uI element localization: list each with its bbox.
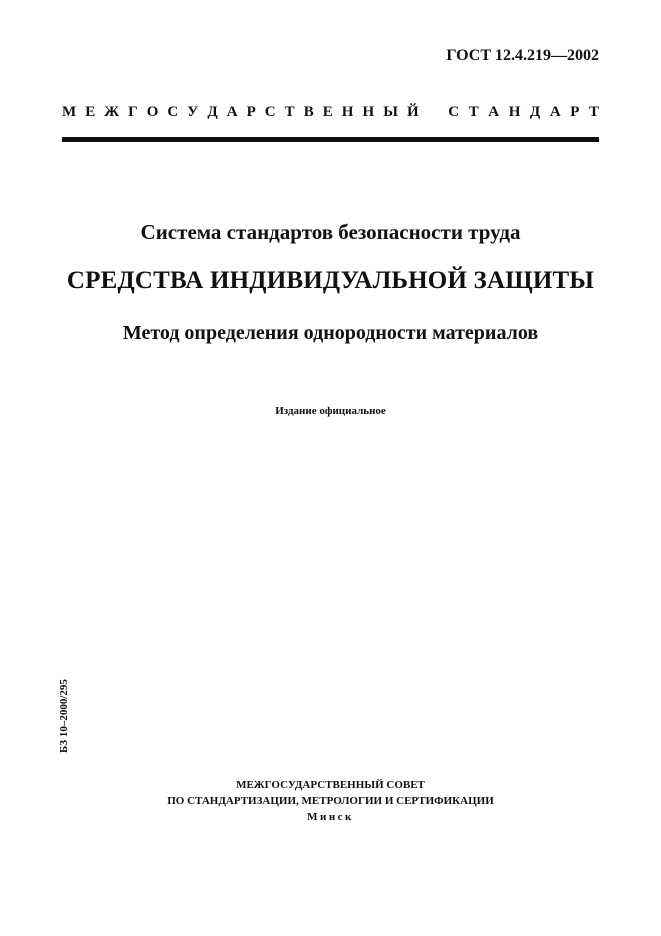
publisher-line-2: ПО СТАНДАРТИЗАЦИИ, МЕТРОЛОГИИ И СЕРТИФИКАЦИИ [167,795,494,807]
series-title: Система стандартов безопасности труда [140,220,521,244]
edition-label: Издание официальное [275,405,386,417]
standard-header [62,104,599,121]
gost-number: ГОСТ 12.4.219—2002 [446,47,599,64]
header-word-standard: С Т А Н Д А Р Т [448,104,599,120]
header-word-interstate: М Е Ж Г О С У Д А Р С Т В Е Н Н Ы Й [62,104,419,120]
main-title: СРЕДСТВА ИНДИВИДУАЛЬНОЙ ЗАЩИТЫ [66,267,595,294]
side-code: БЗ 10–2000/295 [58,679,70,753]
header-rule [62,137,599,142]
publisher-line-1: МЕЖГОСУДАРСТВЕННЫЙ СОВЕТ [236,779,425,791]
subtitle: Метод определения однородности материалов [122,322,539,344]
publisher-block [0,777,661,825]
publisher-city: Минск [307,811,354,823]
